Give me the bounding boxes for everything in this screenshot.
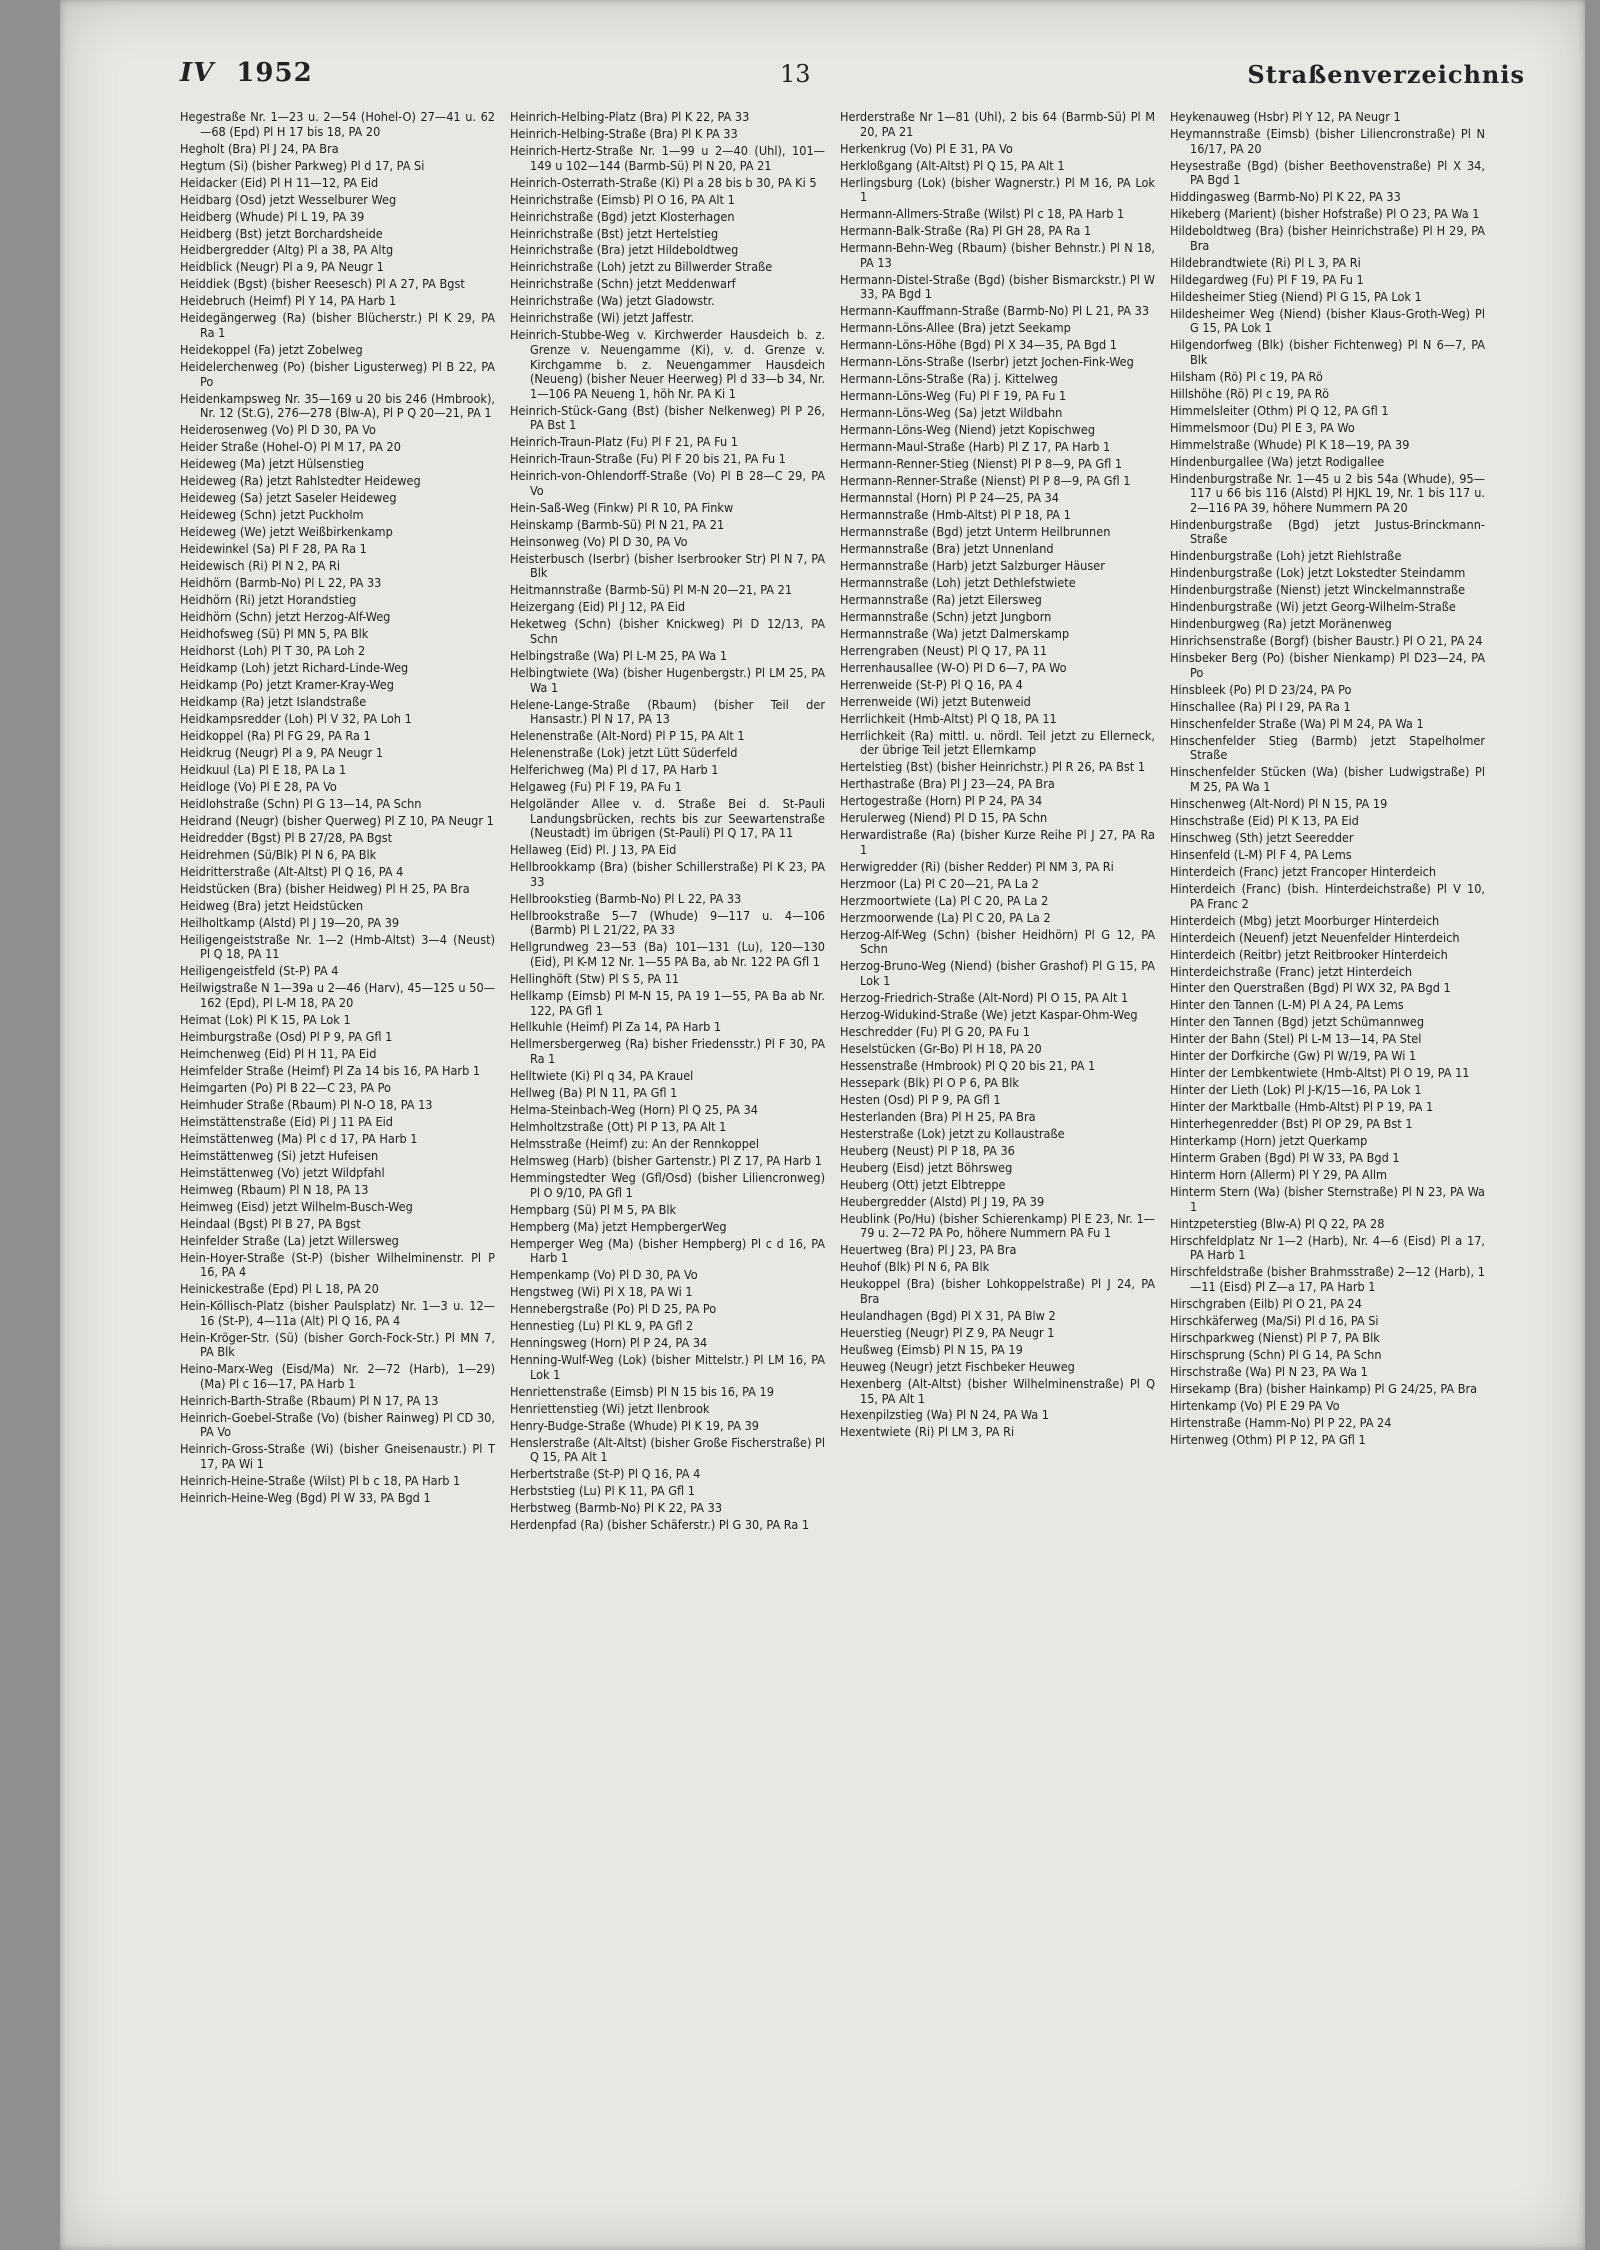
street-entry: Hildeboldtweg (Bra) (bisher Heinrichstraße) Pl H 29, PA Bra	[1170, 223, 1485, 253]
street-entry: Hellkamp (Eimsb) Pl M-N 15, PA 19 1—55, PA Ba ab Nr. 122, PA Gfl 1	[510, 987, 825, 1018]
street-entry: Hellgrundweg 23—53 (Ba) 101—131 (Lu), 120—130 (Eid), Pl K-M 12 Nr. 1—55 PA Ba, ab Nr. 122 PA Gfl 1	[510, 939, 825, 969]
street-entry: Herrenweide (St-P) Pl Q 16, PA 4	[840, 676, 1023, 692]
street-entry: Heidhörn (Schn) jetzt Herzog-Alf-Weg	[180, 608, 391, 624]
street-entry: Hindenburgstraße (Nienst) jetzt Winckelmannstraße	[1170, 582, 1466, 598]
street-entry: Herzog-Friedrich-Straße (Alt-Nord) Pl O 15, PA Alt 1	[840, 990, 1129, 1006]
street-entry: Hesterstraße (Lok) jetzt zu Kollaustraße	[840, 1125, 1065, 1141]
street-entry: Hermann-Löns-Straße (Iserbr) jetzt Jochen-Fink-Weg	[840, 354, 1134, 370]
street-entry: Heidelerchenweg (Po) (bisher Ligusterweg) Pl B 22, PA Po	[180, 358, 495, 389]
street-entry: Hellinghöft (Stw) Pl S 5, PA 11	[510, 970, 680, 986]
street-entry: Hinterdeich (Mbg) jetzt Moorburger Hinterdeich	[1170, 912, 1440, 928]
street-entry: Heidweg (Bra) jetzt Heidstücken	[180, 897, 364, 913]
street-entry: Hein-Kröger-Str. (Sü) (bisher Gorch-Fock-Str.) Pl MN 7, PA Blk	[180, 1329, 495, 1360]
street-entry: Heidloge (Vo) Pl E 28, PA Vo	[180, 778, 337, 794]
year: 1952	[236, 58, 313, 88]
street-entry: Herwigredder (Ri) (bisher Redder) Pl NM 3, PA Ri	[840, 858, 1114, 874]
street-entry: Heidkuul (La) Pl E 18, PA La 1	[180, 761, 347, 777]
street-entry: Hermann-Löns-Weg (Fu) Pl F 19, PA Fu 1	[840, 388, 1067, 404]
street-entry: Hermann-Allmers-Straße (Wilst) Pl c 18, PA Harb 1	[840, 206, 1125, 222]
street-entry: Helbingtwiete (Wa) (bisher Hugenbergstr.) Pl LM 25, PA Wa 1	[510, 664, 825, 695]
street-entry: Heinrichstraße (Bgd) jetzt Klosterhagen	[510, 208, 735, 224]
street-entry: Hilsham (Rö) Pl c 19, PA Rö	[1170, 368, 1323, 384]
street-entry: Hinter der Marktballe (Hmb-Altst) Pl P 19, PA 1	[1170, 1099, 1434, 1115]
street-entry: Heidbarg (Osd) jetzt Wesselburer Weg	[180, 191, 397, 207]
street-entry: Heinrichstraße (Wi) jetzt Jaffestr.	[510, 310, 695, 326]
street-entry: Hexenberg (Alt-Altst) (bisher Wilhelminenstraße) Pl Q 15, PA Alt 1	[840, 1375, 1155, 1406]
street-entry: Hinsbeker Berg (Po) (bisher Nienkamp) Pl D23—24, PA Po	[1170, 650, 1485, 680]
street-entry: Henningsweg (Horn) Pl P 24, PA 34	[510, 1335, 708, 1351]
street-entry: Hinterm Stern (Wa) (bisher Sternstraße) Pl N 23, PA Wa 1	[1170, 1184, 1485, 1214]
street-entry: Hessenstraße (Hmbrook) Pl Q 20 bis 21, PA 1	[840, 1057, 1096, 1073]
street-entry: Hinschenweg (Alt-Nord) Pl N 15, PA 19	[1170, 796, 1388, 812]
page-sheet	[60, 0, 1585, 2250]
street-entry: Hermann-Löns-Straße (Ra) j. Kittelweg	[840, 371, 1058, 387]
street-entry: Heimhuder Straße (Rbaum) Pl N-O 18, PA 13	[180, 1096, 433, 1112]
street-entry: Heinrich-Hertz-Straße Nr. 1—99 u 2—40 (Uhl), 101—149 u 102—144 (Barmb-Sü) Pl N 20, PA 21	[510, 142, 825, 173]
street-entry: Heuberg (Ott) jetzt Elbtreppe	[840, 1176, 1006, 1192]
street-entry: Heuberg (Neust) Pl P 18, PA 36	[840, 1142, 1015, 1158]
street-entry: Heidberg (Whude) Pl L 19, PA 39	[180, 208, 365, 224]
street-entry: Heysestraße (Bgd) (bisher Beethovenstraße) Pl X 34, PA Bgd 1	[1170, 157, 1485, 188]
street-entry: Himmelsleiter (Othm) Pl Q 12, PA Gfl 1	[1170, 402, 1389, 418]
street-entry: Heimstättenweg (Vo) jetzt Wildpfahl	[180, 1164, 385, 1180]
street-entry: Heimstättenweg (Ma) Pl c d 17, PA Harb 1	[180, 1130, 418, 1146]
street-entry: Helgoländer Allee v. d. Straße Bei d. St-Pauli Landungsbrücken, rechts bis zur Seewartenstraße (Neustadt) im übrigen (St-Pauli) Pl Q 17, PA 11	[510, 796, 825, 841]
street-entry: Hellaweg (Eid) Pl. J 13, PA Eid	[510, 842, 677, 858]
street-entry: Hennestieg (Lu) Pl KL 9, PA Gfl 2	[510, 1318, 694, 1334]
street-entry: Hermannstraße (Bra) jetzt Unnenland	[840, 541, 1054, 557]
street-entry: Hindenburgstraße (Lok) jetzt Lokstedter Steindamm	[1170, 565, 1466, 581]
street-entry: Hirtenstraße (Hamm-No) Pl P 22, PA 24	[1170, 1414, 1392, 1430]
street-entry: Hermannstraße (Schn) jetzt Jungborn	[840, 608, 1052, 624]
street-entry: Helmholtzstraße (Ott) Pl P 13, PA Alt 1	[510, 1119, 727, 1134]
street-entry: Heindaal (Bgst) Pl B 27, PA Bgst	[180, 1215, 361, 1231]
street-entry: Hermann-Löns-Weg (Sa) jetzt Wildbahn	[840, 405, 1063, 421]
street-entry: Heinickestraße (Epd) Pl L 18, PA 20	[180, 1281, 379, 1297]
street-entry: Heidkamp (Loh) jetzt Richard-Linde-Weg	[180, 659, 409, 675]
street-entry: Herkloßgang (Alt-Altst) Pl Q 15, PA Alt 1	[840, 157, 1065, 173]
street-entry: Heiligengeistfeld (St-P) PA 4	[180, 963, 339, 979]
volume-year	[180, 58, 313, 88]
street-entry: Hellmersbergerweg (Ra) bisher Friedensstr.) Pl F 30, PA Ra 1	[510, 1036, 825, 1067]
street-entry: Herthastraße (Bra) Pl J 23—24, PA Bra	[840, 776, 1055, 792]
street-entry: Heinrich-Goebel-Straße (Vo) (bisher Rainweg) Pl CD 30, PA Vo	[180, 1409, 495, 1440]
street-entry: Heinrichstraße (Bst) jetzt Hertelstieg	[510, 225, 719, 241]
street-entry: Hinter der Lieth (Lok) Pl J-K/15—16, PA Lok 1	[1170, 1082, 1422, 1098]
street-entry: Helenenstraße (Lok) jetzt Lütt Süderfeld	[510, 745, 738, 761]
street-entry: Heidritterstraße (Alt-Altst) Pl Q 16, PA 4	[180, 863, 404, 879]
street-entry: Hertogestraße (Horn) Pl P 24, PA 34	[840, 793, 1043, 809]
street-entry: Hinschallee (Ra) Pl I 29, PA Ra 1	[1170, 698, 1351, 714]
street-entry: Heimweg (Eisd) jetzt Wilhelm-Busch-Weg	[180, 1198, 413, 1214]
street-entry: Heimchenweg (Eid) Pl H 11, PA Eid	[180, 1045, 377, 1061]
street-entry: Heinfelder Straße (La) jetzt Willersweg	[180, 1232, 399, 1248]
street-entry: Heuerstieg (Neugr) Pl Z 9, PA Neugr 1	[840, 1324, 1055, 1340]
street-entry: Heimburgstraße (Osd) Pl P 9, PA Gfl 1	[180, 1028, 393, 1044]
street-entry: Hermannstraße (Hmb-Altst) Pl P 18, PA 1	[840, 507, 1071, 523]
street-entry: Heidhörn (Ri) jetzt Horandstieg	[180, 591, 357, 607]
street-entry: Helmsweg (Harb) (bisher Gartenstr.) Pl Z 17, PA Harb 1	[510, 1152, 822, 1168]
street-entry: Heilwigstraße N 1—39a u 2—46 (Harv), 45—125 u 50—162 (Epd), Pl L-M 18, PA 20	[180, 980, 495, 1010]
street-entry: Himmelsmoor (Du) Pl E 3, PA Wo	[1170, 419, 1355, 435]
street-entry: Heidlohstraße (Schn) Pl G 13—14, PA Schn	[180, 795, 422, 811]
street-entry: Hinterdeich (Franc) (bish. Hinterdeichstraße) Pl V 10, PA Franc 2	[1170, 880, 1485, 911]
street-entry: Heimstättenstraße (Eid) Pl J 11 PA Eid	[180, 1113, 393, 1129]
street-entry: Hinschweg (Sth) jetzt Seeredder	[1170, 830, 1354, 846]
street-entry: Hirschfeldplatz Nr 1—2 (Harb), Nr. 4—6 (Eisd) Pl a 17, PA Harb 1	[1170, 1232, 1485, 1263]
street-entry: Hindenburgstraße Nr. 1—45 u 2 bis 54a (Whude), 95—117 u 66 bis 116 (Alstd) Pl HJKL 19, Nr. 1 bis 117 u. 2—116 PA 39, höhere Nummern PA 20	[1170, 470, 1485, 515]
street-entry: Heulandhagen (Bgd) Pl X 31, PA Blw 2	[840, 1307, 1056, 1323]
street-entry: Helltwiete (Ki) Pl q 34, PA Krauel	[510, 1068, 694, 1084]
street-entry: Heinrichstraße (Loh) jetzt zu Billwerder Straße	[510, 259, 773, 275]
street-entry: Hessepark (Blk) Pl O P 6, PA Blk	[840, 1074, 1019, 1090]
street-entry: Hermann-Löns-Allee (Bra) jetzt Seekamp	[840, 320, 1071, 336]
street-entry: Himmelstraße (Whude) Pl K 18—19, PA 39	[1170, 436, 1410, 452]
street-entry: Heidbergredder (Altg) Pl a 38, PA Altg	[180, 242, 394, 258]
street-entry: Hinterkamp (Horn) jetzt Querkamp	[1170, 1133, 1368, 1149]
street-entry: Hinschstraße (Eid) Pl K 13, PA Eid	[1170, 813, 1359, 829]
street-entry: Herzog-Bruno-Weg (Niend) (bisher Grashof) Pl G 15, PA Lok 1	[840, 958, 1155, 989]
street-entry: Hegtum (Si) (bisher Parkweg) Pl d 17, PA Si	[180, 157, 425, 173]
street-entry: Herkenkrug (Vo) Pl E 31, PA Vo	[840, 140, 1013, 156]
street-entry: Hengstweg (Wi) Pl X 18, PA Wi 1	[510, 1284, 693, 1300]
street-entry: Heußweg (Eimsb) Pl N 15, PA 19	[840, 1341, 1023, 1357]
street-entry: Hindenburgstraße (Bgd) jetzt Justus-Brinckmann-Straße	[1170, 516, 1485, 547]
street-entry: Heublink (Po/Hu) (bisher Schierenkamp) Pl E 23, Nr. 1—79 u. 2—72 PA Po, höhere Nummern PA Fu 1	[840, 1210, 1155, 1241]
street-entry: Hildesheimer Weg (Niend) (bisher Klaus-Groth-Weg) Pl G 15, PA Lok 1	[1170, 305, 1485, 336]
street-entry: Heinrich-Heine-Weg (Bgd) Pl W 33, PA Bgd 1	[180, 1490, 431, 1506]
street-entry: Hermannstraße (Bgd) jetzt Unterm Heilbrunnen	[840, 524, 1111, 540]
street-entry: Hegestraße Nr. 1—23 u. 2—54 (Hohel-O) 27—41 u. 62—68 (Epd) Pl H 17 bis 18, PA 20	[180, 110, 495, 139]
street-entry: Hinterm Horn (Allerm) Pl Y 29, PA Allm	[1170, 1167, 1388, 1183]
street-entry: Heuweg (Neugr) jetzt Fischbeker Heuweg	[840, 1358, 1075, 1374]
street-entry: Heinrich-Traun-Platz (Fu) Pl F 21, PA Fu 1	[510, 434, 738, 450]
street-entry: Hermann-Distel-Straße (Bgd) (bisher Bismarckstr.) Pl W 33, PA Bgd 1	[840, 271, 1155, 302]
street-entry: Hinter der Dorfkirche (Gw) Pl W/19, PA Wi 1	[1170, 1048, 1417, 1064]
street-entry: Heinrichstraße (Bra) jetzt Hildeboldtweg	[510, 242, 739, 258]
street-entry: Heuberg (Eisd) jetzt Böhrsweg	[840, 1159, 1013, 1175]
street-entry: Heidberg (Bst) jetzt Borchardsheide	[180, 225, 383, 241]
street-entry: Hermann-Maul-Straße (Harb) Pl Z 17, PA Harb 1	[840, 439, 1111, 455]
street-entry: Hirtenkamp (Vo) Pl E 29 PA Vo	[1170, 1397, 1340, 1413]
street-entry: Heimfelder Straße (Heimf) Pl Za 14 bis 16, PA Harb 1	[180, 1062, 481, 1078]
street-entry: Heinrich-Osterrath-Straße (Ki) Pl a 28 bis b 30, PA Ki 5	[510, 174, 817, 190]
street-entry: Heidewisch (Ri) Pl N 2, PA Ri	[180, 558, 341, 574]
street-entry: Hirtenweg (Othm) Pl P 12, PA Gfl 1	[1170, 1431, 1366, 1447]
street-entry: Hindenburgstraße (Loh) jetzt Riehlstraße	[1170, 548, 1402, 564]
street-entry: Heinrich-Barth-Straße (Rbaum) Pl N 17, PA 13	[180, 1392, 439, 1408]
street-entry: Herzmoorwende (La) Pl C 20, PA La 2	[840, 909, 1051, 925]
street-entry: Heidkamp (Po) jetzt Kramer-Kray-Weg	[180, 676, 394, 692]
street-entry: Hirschkäferweg (Ma/Si) Pl d 16, PA Si	[1170, 1313, 1379, 1328]
street-entry: Hinsbleek (Po) Pl D 23/24, PA Po	[1170, 681, 1352, 697]
street-entry: Hermann-Balk-Straße (Ra) Pl GH 28, PA Ra 1	[840, 223, 1092, 239]
street-entry: Helgaweg (Fu) Pl F 19, PA Fu 1	[510, 779, 682, 795]
street-entry: Hirsekamp (Bra) (bisher Hainkamp) Pl G 24/25, PA Bra	[1170, 1380, 1478, 1396]
street-entry: Heykenauweg (Hsbr) Pl Y 12, PA Neugr 1	[1170, 110, 1401, 124]
street-entry: Hirschfeldstraße (bisher Brahmsstraße) 2—12 (Harb), 1—11 (Eisd) Pl Z—a 17, PA Harb 1	[1170, 1264, 1485, 1295]
street-entry: Hertelstieg (Bst) (bisher Heinrichstr.) Pl R 26, PA Bst 1	[840, 759, 1146, 775]
street-entry: Heideweg (Ra) jetzt Rahlstedter Heideweg	[180, 473, 421, 489]
street-entry: Herwardistraße (Ra) (bisher Kurze Reihe Pl J 27, PA Ra 1	[840, 827, 1155, 857]
street-entry: Hermann-Löns-Höhe (Bgd) Pl X 34—35, PA Bgd 1	[840, 337, 1117, 353]
street-entry: Heidrehmen (Sü/Blk) Pl N 6, PA Blk	[180, 846, 377, 862]
street-entry: Heinrichstraße (Schn) jetzt Meddenwarf	[510, 276, 736, 292]
street-entry: Heymannstraße (Eimsb) (bisher Liliencronstraße) Pl N 16/17, PA 20	[1170, 125, 1485, 156]
street-entry: Heinrich-Helbing-Platz (Bra) Pl K 22, PA 33	[510, 110, 750, 124]
street-entry: Heketweg (Schn) (bisher Knickweg) Pl D 12/13, PA Schn	[510, 616, 825, 646]
street-entry: Hinter den Querstraßen (Bgd) Pl WX 32, PA Bgd 1	[1170, 980, 1451, 996]
street-entry: Heuertweg (Bra) Pl J 23, PA Bra	[840, 1242, 1017, 1258]
street-entry: Hein-Köllisch-Platz (bisher Paulsplatz) Nr. 1—3 u. 12—16 (St-P), 4—11a (Alt) Pl Q 16, PA 4	[180, 1298, 495, 1328]
street-entry: Heidhofsweg (Sü) Pl MN 5, PA Blk	[180, 625, 369, 641]
street-entry: Heidblick (Neugr) Pl a 9, PA Neugr 1	[180, 259, 384, 275]
street-entry: Heimat (Lok) Pl K 15, PA Lok 1	[180, 1011, 351, 1027]
street-entry: Heidegängerweg (Ra) (bisher Blücherstr.) Pl K 29, PA Ra 1	[180, 310, 495, 341]
street-entry: Hexenpilzstieg (Wa) Pl N 24, PA Wa 1	[840, 1407, 1049, 1423]
column-4	[1170, 110, 1485, 2230]
street-entry: Hexentwiete (Ri) Pl LM 3, PA Ri	[840, 1424, 1015, 1440]
street-entry: Helenenstraße (Alt-Nord) Pl P 15, PA Alt 1	[510, 728, 745, 744]
street-entry: Hempenkamp (Vo) Pl D 30, PA Vo	[510, 1267, 698, 1283]
street-entry: Heimgarten (Po) Pl B 22—C 23, PA Po	[180, 1079, 391, 1095]
street-entry: Helferichweg (Ma) Pl d 17, PA Harb 1	[510, 762, 719, 778]
street-entry: Heinskamp (Barmb-Sü) Pl N 21, PA 21	[510, 516, 725, 532]
street-entry: Hildebrandtwiete (Ri) Pl L 3, PA Ri	[1170, 254, 1361, 270]
street-entry: Heimweg (Rbaum) Pl N 18, PA 13	[180, 1181, 369, 1197]
street-entry: Heideweg (Schn) jetzt Puckholm	[180, 507, 364, 523]
street-entry: Helma-Steinbach-Weg (Horn) Pl Q 25, PA 34	[510, 1102, 759, 1118]
street-entry: Hellkuhle (Heimf) Pl Za 14, PA Harb 1	[510, 1019, 722, 1035]
street-entry: Heinrich-Helbing-Straße (Bra) Pl K PA 33	[510, 125, 738, 141]
street-entry: Hermannstraße (Wa) jetzt Dalmerskamp	[840, 625, 1070, 641]
street-entry: Herrlichkeit (Hmb-Altst) Pl Q 18, PA 11	[840, 710, 1057, 726]
street-entry: Herbstweg (Barmb-No) Pl K 22, PA 33	[510, 1500, 723, 1516]
street-entry: Hikeberg (Marient) (bisher Hofstraße) Pl O 23, PA Wa 1	[1170, 206, 1480, 222]
page-title: Straßenverzeichnis	[1247, 60, 1525, 89]
street-entry: Hinterhegenredder (Bst) Pl OP 29, PA Bst 1	[1170, 1116, 1413, 1132]
street-entry: Hinschenfelder Stieg (Barmb) jetzt Stapelholmer Straße	[1170, 732, 1485, 763]
street-entry: Heidebruch (Heimf) Pl Y 14, PA Harb 1	[180, 293, 397, 309]
street-entry: Herrlichkeit (Ra) mittl. u. nördl. Teil jetzt zu Ellerneck, der übrige Teil jetzt Ellernkamp	[840, 727, 1155, 758]
street-entry: Heselstücken (Gr-Bo) Pl H 18, PA 20	[840, 1041, 1042, 1056]
street-entry: Heidkrug (Neugr) Pl a 9, PA Neugr 1	[180, 744, 384, 760]
street-entry: Helmsstraße (Heimf) zu: An der Rennkoppel	[510, 1135, 760, 1151]
street-entry: Hemperger Weg (Ma) (bisher Hempberg) Pl c d 16, PA Harb 1	[510, 1235, 825, 1266]
street-entry: Hermannstal (Horn) Pl P 24—25, PA 34	[840, 490, 1059, 506]
street-entry: Heideweg (Ma) jetzt Hülsenstieg	[180, 456, 365, 472]
street-entry: Hinter den Tannen (Bgd) jetzt Schümannweg	[1170, 1014, 1425, 1030]
street-entry: Hildegardweg (Fu) Pl F 19, PA Fu 1	[1170, 271, 1364, 287]
street-entry: Hermannstraße (Loh) jetzt Dethlefstwiete	[840, 575, 1076, 590]
street-entry: Henning-Wulf-Weg (Lok) (bisher Mittelstr.) Pl LM 16, PA Lok 1	[510, 1352, 825, 1382]
street-entry: Hinschenfelder Straße (Wa) Pl M 24, PA Wa 1	[1170, 715, 1424, 731]
street-entry: Heiddiek (Bgst) (bisher Reesesch) Pl A 27, PA Bgst	[180, 276, 465, 292]
street-entry: Heinrich-Stück-Gang (Bst) (bisher Nelkenweg) Pl P 26, PA Bst 1	[510, 402, 825, 433]
street-entry: Hermann-Löns-Weg (Niend) jetzt Kopischweg	[840, 422, 1096, 438]
street-entry: Heisterbusch (Iserbr) (bisher Iserbrooker Str) Pl N 7, PA Blk	[510, 550, 825, 581]
street-entry: Hinterm Graben (Bgd) Pl W 33, PA Bgd 1	[1170, 1150, 1400, 1166]
street-entry: Henslerstraße (Alt-Altst) (bisher Große Fischerstraße) Pl Q 15, PA Alt 1	[510, 1434, 825, 1465]
street-entry: Herzmoor (La) Pl C 20—21, PA La 2	[840, 875, 1039, 891]
street-entry: Heideweg (We) jetzt Weißbirkenkamp	[180, 524, 393, 540]
street-entry: Heuhof (Blk) Pl N 6, PA Blk	[840, 1259, 990, 1275]
street-entry: Hirschstraße (Wa) Pl N 23, PA Wa 1	[1170, 1363, 1368, 1379]
street-entry: Hiddingasweg (Barmb-No) Pl K 22, PA 33	[1170, 189, 1401, 205]
street-entry: Herderstraße Nr 1—81 (Uhl), 2 bis 64 (Barmb-Sü) Pl M 20, PA 21	[840, 110, 1155, 139]
street-entry: Heinrich-Traun-Straße (Fu) Pl F 20 bis 21, PA Fu 1	[510, 451, 786, 467]
column-3	[840, 110, 1155, 2230]
street-entry: Heiderosenweg (Vo) Pl D 30, PA Vo	[180, 422, 376, 438]
street-entry: Heschredder (Fu) Pl G 20, PA Fu 1	[840, 1024, 1030, 1040]
street-entry: Herdenpfad (Ra) (bisher Schäferstr.) Pl G 30, PA Ra 1	[510, 1517, 810, 1533]
street-entry: Herbertstraße (St-P) Pl Q 16, PA 4	[510, 1466, 701, 1482]
street-entry: Hildesheimer Stieg (Niend) Pl G 15, PA Lok 1	[1170, 288, 1422, 304]
column-2	[510, 110, 825, 2230]
street-entry: Heinrichstraße (Wa) jetzt Gladowstr.	[510, 293, 715, 309]
street-entry: Hirschparkweg (Nienst) Pl P 7, PA Blk	[1170, 1329, 1380, 1345]
street-entry: Hegholt (Bra) Pl J 24, PA Bra	[180, 140, 339, 156]
column-1	[180, 110, 495, 2230]
street-entry: Hinter der Bahn (Stel) Pl L-M 13—14, PA Stel	[1170, 1031, 1422, 1047]
street-entry: Hinrichsenstraße (Borgf) (bisher Baustr.) Pl O 21, PA 24	[1170, 633, 1483, 649]
page-number: 13	[780, 60, 811, 88]
street-entry: Heidkamp (Ra) jetzt Islandstraße	[180, 693, 367, 709]
street-entry: Hindenburgallee (Wa) jetzt Rodigallee	[1170, 453, 1385, 469]
street-entry: Heider Straße (Hohel-O) Pl M 17, PA 20	[180, 439, 401, 455]
street-entry: Hellbrookstraße 5—7 (Whude) 9—117 u. 4—106 (Barmb) Pl L 21/22, PA 33	[510, 907, 825, 938]
street-entry: Hintzpeterstieg (Blw-A) Pl Q 22, PA 28	[1170, 1215, 1385, 1231]
street-entry: Hirschsprung (Schn) Pl G 14, PA Schn	[1170, 1346, 1382, 1362]
street-entry: Heidkoppel (Ra) Pl FG 29, PA Ra 1	[180, 727, 371, 743]
street-entry: Hinterdeich (Franc) jetzt Francoper Hinterdeich	[1170, 863, 1437, 879]
street-entry: Hermann-Behn-Weg (Rbaum) (bisher Behnstr.) Pl N 18, PA 13	[840, 240, 1155, 270]
street-entry: Hesten (Osd) Pl P 9, PA Gfl 1	[840, 1091, 1001, 1107]
street-entry: Herbststieg (Lu) Pl K 11, PA Gfl 1	[510, 1483, 695, 1499]
street-entry: Heinrichstraße (Eimsb) Pl O 16, PA Alt 1	[510, 191, 735, 207]
volume-number: IV	[180, 58, 215, 88]
street-entry: Heinrich-Heine-Straße (Wilst) Pl b c 18, PA Harb 1	[180, 1473, 461, 1489]
street-entry: Helene-Lange-Straße (Rbaum) (bisher Teil der Hansastr.) Pl N 17, PA 13	[510, 696, 825, 727]
street-entry: Helbingstraße (Wa) Pl L-M 25, PA Wa 1	[510, 647, 728, 663]
street-entry: Heidacker (Eid) Pl H 11—12, PA Eid	[180, 174, 379, 190]
street-entry: Henriettenstraße (Eimsb) Pl N 15 bis 16, PA 19	[510, 1383, 774, 1399]
street-entry: Hellbrookkamp (Bra) (bisher Schillerstraße) Pl K 23, PA 33	[510, 859, 825, 889]
street-entry: Hinterdeich (Reitbr) jetzt Reitbrooker Hinterdeich	[1170, 946, 1448, 962]
street-entry: Hennebergstraße (Po) Pl D 25, PA Po	[510, 1301, 717, 1317]
street-entry: Henry-Budge-Straße (Whude) Pl K 19, PA 39	[510, 1417, 759, 1433]
street-entry: Hermann-Renner-Stieg (Nienst) Pl P 8—9, PA Gfl 1	[840, 456, 1123, 472]
street-entry: Heiligengeiststraße Nr. 1—2 (Hmb-Altst) 3—4 (Neust) Pl Q 18, PA 11	[180, 931, 495, 962]
street-entry: Hermann-Renner-Straße (Nienst) Pl P 8—9, PA Gfl 1	[840, 473, 1131, 489]
street-entry: Hempbarg (Sü) Pl M 5, PA Blk	[510, 1201, 677, 1217]
street-entry: Hinsenfeld (L-M) Pl F 4, PA Lems	[1170, 847, 1352, 862]
street-entry: Herlingsburg (Lok) (bisher Wagnerstr.) Pl M 16, PA Lok 1	[840, 174, 1155, 205]
street-entry: Heizergang (Eid) Pl J 12, PA Eid	[510, 599, 686, 615]
street-entry: Hein-Hoyer-Straße (St-P) (bisher Wilhelminenstr. Pl P 16, PA 4	[180, 1249, 495, 1280]
street-entry: Herrenweide (Wi) jetzt Butenweid	[840, 693, 1031, 709]
street-entry: Heubergredder (Alstd) Pl J 19, PA 39	[840, 1193, 1045, 1209]
street-entry: Heilholtkamp (Alstd) Pl J 19—20, PA 39	[180, 914, 400, 930]
street-entry: Heidredder (Bgst) Pl B 27/28, PA Bgst	[180, 829, 393, 845]
street-entry: Hindenburgweg (Ra) jetzt Moränenweg	[1170, 616, 1392, 632]
page-header	[180, 58, 1525, 98]
street-entry: Heidrand (Neugr) (bisher Querweg) Pl Z 10, PA Neugr 1	[180, 812, 494, 828]
street-entry: Hermannstraße (Ra) jetzt Eilersweg	[840, 591, 1042, 607]
street-entry: Hemmingstedter Weg (Gfl/Osd) (bisher Liliencronweg) Pl O 9/10, PA Gfl 1	[510, 1169, 825, 1200]
street-entry: Heidstücken (Bra) (bisher Heidweg) Pl H 25, PA Bra	[180, 880, 470, 896]
street-entry: Herzog-Widukind-Straße (We) jetzt Kaspar-Ohm-Weg	[840, 1007, 1138, 1023]
street-entry: Hinschenfelder Stücken (Wa) (bisher Ludwigstraße) Pl M 25, PA Wa 1	[1170, 764, 1485, 795]
street-entry: Herzog-Alf-Weg (Schn) (bisher Heidhörn) Pl G 12, PA Schn	[840, 926, 1155, 957]
street-entry: Hein-Saß-Weg (Finkw) Pl R 10, PA Finkw	[510, 499, 734, 515]
street-entry: Herulerweg (Niend) Pl D 15, PA Schn	[840, 810, 1048, 826]
street-entry: Hermannstraße (Harb) jetzt Salzburger Häuser	[840, 558, 1105, 574]
street-entry: Herzmoortwiete (La) Pl C 20, PA La 2	[840, 892, 1049, 908]
street-entry: Heidewinkel (Sa) Pl F 28, PA Ra 1	[180, 541, 367, 557]
street-entry: Herrengraben (Neust) Pl Q 17, PA 11	[840, 642, 1048, 658]
street-entry: Hinter der Lembkentwiete (Hmb-Altst) Pl O 19, PA 11	[1170, 1065, 1470, 1081]
street-entry: Heimstättenweg (Si) jetzt Hufeisen	[180, 1147, 379, 1163]
street-entry: Heinrich-Gross-Straße (Wi) (bisher Gneisenaustr.) Pl T 17, PA Wi 1	[180, 1441, 495, 1472]
street-entry: Heinrich-Stubbe-Weg v. Kirchwerder Hausdeich b. z. Grenze v. Neuengamme (Ki), v. d. Grenze v. Kirchgamme b. z. Neuengammer Hausdeich (Neueng) (bisher Neuer Heerweg) Pl d 33—b 34, Nr. 1—106 PA Neueng 1, höh Nr. PA Ki 1	[510, 327, 825, 401]
street-entry: Heukoppel (Bra) (bisher Lohkoppelstraße) Pl J 24, PA Bra	[840, 1276, 1155, 1306]
street-entry: Heidkampsredder (Loh) Pl V 32, PA Loh 1	[180, 710, 412, 726]
street-entry: Hesterlanden (Bra) Pl H 25, PA Bra	[840, 1108, 1036, 1124]
street-entry: Hinter den Tannen (L-M) Pl A 24, PA Lems	[1170, 997, 1404, 1013]
street-entry: Heino-Marx-Weg (Eisd/Ma) Nr. 2—72 (Harb), 1—29) (Ma) Pl c 16—17, PA Harb 1	[180, 1361, 495, 1391]
street-entry: Hillshöhe (Rö) Pl c 19, PA Rö	[1170, 385, 1330, 401]
street-entry: Heidekoppel (Fa) jetzt Zobelweg	[180, 342, 363, 357]
street-entry: Hermann-Kauffmann-Straße (Barmb-No) Pl L 21, PA 33	[840, 303, 1150, 319]
street-entry: Heitmannstraße (Barmb-Sü) Pl M-N 20—21, PA 21	[510, 582, 793, 598]
street-entry: Heideweg (Sa) jetzt Saseler Heideweg	[180, 490, 397, 506]
street-entry: Heidhörn (Barmb-No) Pl L 22, PA 33	[180, 575, 382, 590]
street-entry: Henriettenstieg (Wi) jetzt Ilenbrook	[510, 1400, 710, 1416]
columns	[180, 110, 1525, 2230]
street-entry: Hirschgraben (Eilb) Pl O 21, PA 24	[1170, 1296, 1362, 1312]
street-entry: Hempberg (Ma) jetzt HempbergerWeg	[510, 1218, 727, 1234]
street-entry: Hinterdeich (Neuenf) jetzt Neuenfelder Hinterdeich	[1170, 929, 1460, 945]
street-entry: Heinsonweg (Vo) Pl D 30, PA Vo	[510, 533, 688, 549]
street-entry: Heidenkampsweg Nr. 35—169 u 20 bis 246 (Hmbrook), Nr. 12 (St.G), 276—278 (Blw-A), Pl P Q 20—21, PA 1	[180, 390, 495, 421]
street-entry: Heinrich-von-Ohlendorff-Straße (Vo) Pl B 28—C 29, PA Vo	[510, 468, 825, 498]
street-entry: Heidhorst (Loh) Pl T 30, PA Loh 2	[180, 642, 366, 658]
street-entry: Hinterdeichstraße (Franc) jetzt Hinterdeich	[1170, 963, 1413, 979]
street-entry: Hellweg (Ba) Pl N 11, PA Gfl 1	[510, 1085, 678, 1101]
street-entry: Herrenhausallee (W-O) Pl D 6—7, PA Wo	[840, 659, 1067, 675]
street-entry: Hindenburgstraße (Wi) jetzt Georg-Wilhelm-Straße	[1170, 599, 1456, 615]
street-entry: Hellbrookstieg (Barmb-No) Pl L 22, PA 33	[510, 890, 742, 906]
street-entry: Hilgendorfweg (Blk) (bisher Fichtenweg) Pl N 6—7, PA Blk	[1170, 337, 1485, 367]
